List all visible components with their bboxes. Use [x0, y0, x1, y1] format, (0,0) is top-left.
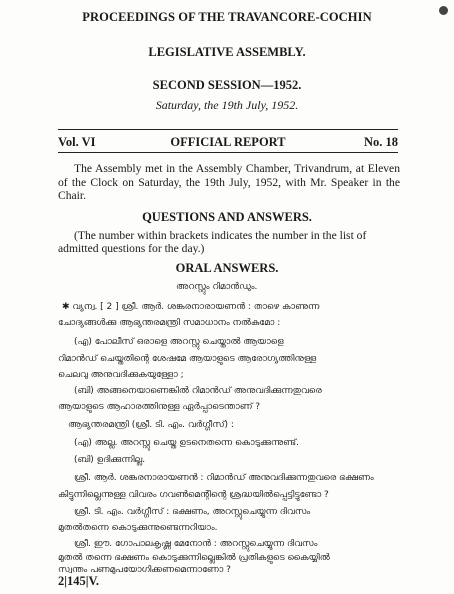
assembly-title: LEGISLATIVE ASSEMBLY. — [148, 45, 306, 59]
session-date: Saturday, the 19th July, 1952. — [155, 98, 299, 112]
body-line: ശ്രീ. ആർ. ശങ്കരനാരായണൻ : റിമാൻഡ് അനുവദിക്കുന്നതുവരെ ഭക്ഷണം — [74, 473, 374, 483]
body-line: ചെലവു അനുവദിക്കുകയുള്ളോ ; — [58, 370, 184, 380]
body-line: (ബി) അങ്ങനെയാണെങ്കിൽ റിമാൻഡ് അനുവദിക്കുന്നതുവരെ — [74, 386, 322, 396]
intro-paragraph: The Assembly met in the Assembly Chamber, Trivandrum, at Eleven of the Clock on Saturday, the 19th July, 1952, with Mr. Speaker in the Chair. — [58, 162, 400, 202]
body-line: ✱ വ്യന്വ. [ 2 ] ശ്രീ. ആർ. ശങ്കരനാരായണൻ : താഴെ കാണുന്ന — [62, 302, 320, 312]
volume-label: Vol. VI — [58, 135, 96, 149]
bottom-rule — [58, 152, 398, 153]
oral-answers-heading: ORAL ANSWERS. — [175, 261, 279, 275]
top-rule — [58, 129, 398, 130]
issue-number: No. 18 — [363, 135, 398, 149]
proceedings-title: PROCEEDINGS OF THE TRAVANCORE-COCHIN — [82, 10, 372, 24]
body-line: മുതൽ തന്നെ ഭക്ഷണം കൊടുക്കുന്നില്ലെങ്കിൽ പ്രതികളുടെ കൈയ്യിൽ — [58, 553, 330, 563]
body-line: ചോദ്യങ്ങൾക്കു ആഭ്യന്തരമന്ത്രി സമാധാനം നൽകുമോ : — [58, 318, 281, 328]
body-line: റിമാൻഡ് ചെയ്തതിന്റെ ശേഷമേ ആയാളുടെ ആരോഗ്യത്തിനുള്ള — [58, 354, 317, 364]
body-line: ആഭ്യന്തരമന്ത്രി (ശ്രീ. ടി. എം. വർഗ്ഗീസ്) : — [68, 420, 234, 430]
questions-heading: QUESTIONS AND ANSWERS. — [142, 210, 312, 224]
body-line: കിട്ടുന്നില്ലെന്നുള്ള വിവരം ഗവൺമെന്റിന്റെ ശ്രദ്ധയിൽപ്പെട്ടിട്ടുണ്ടോ ? — [58, 490, 329, 500]
footer-code: 2|145|V. — [58, 574, 100, 588]
body-line: (എ) അല്ല. അറസ്റ്റു ചെയ്ത ഉടനെതന്നെ കൊടുക്കുന്നുണ്ട്. — [74, 438, 299, 448]
body-line: ആയാളുടെ ആഹാരത്തിനുള്ള ഏർപ്പാടെന്താണ് ? — [58, 402, 261, 412]
subject-heading: അറസ്റ്റും റിമാൻഡും. — [176, 282, 258, 292]
body-line: ശ്രീ. ഈ. ഗോപാലകൃഷ്ണ മേനോൻ : അറസ്റ്റുചെയ്യുന്ന ദിവസം — [74, 539, 318, 549]
report-label: OFFICIAL REPORT — [170, 135, 286, 149]
body-line: (ബി) ഉദിക്കുന്നില്ല. — [74, 455, 146, 465]
body-line: ശ്രീ. ടി. എം. വർഗ്ഗീസ് : ഭക്ഷണം, അറസ്റ്റുചെയ്യുന്ന ദിവസം — [74, 507, 311, 517]
session-title: SECOND SESSION—1952. — [152, 78, 302, 92]
body-line: സ്വന്തം പണമുപയോഗിക്കണമെന്നാണോ ? — [58, 565, 231, 575]
body-line: മുതൽതന്നെ കൊടുക്കുന്നുണ്ടെന്നറിയാം. — [58, 523, 218, 533]
body-line: (എ) പോലീസ് ഒരാളെ അറസ്റ്റു ചെയ്താൽ ആയാളെ — [74, 337, 284, 347]
bracket-note: (The number within brackets indicates the number in the list of admitted questions for the day.) — [58, 229, 367, 255]
